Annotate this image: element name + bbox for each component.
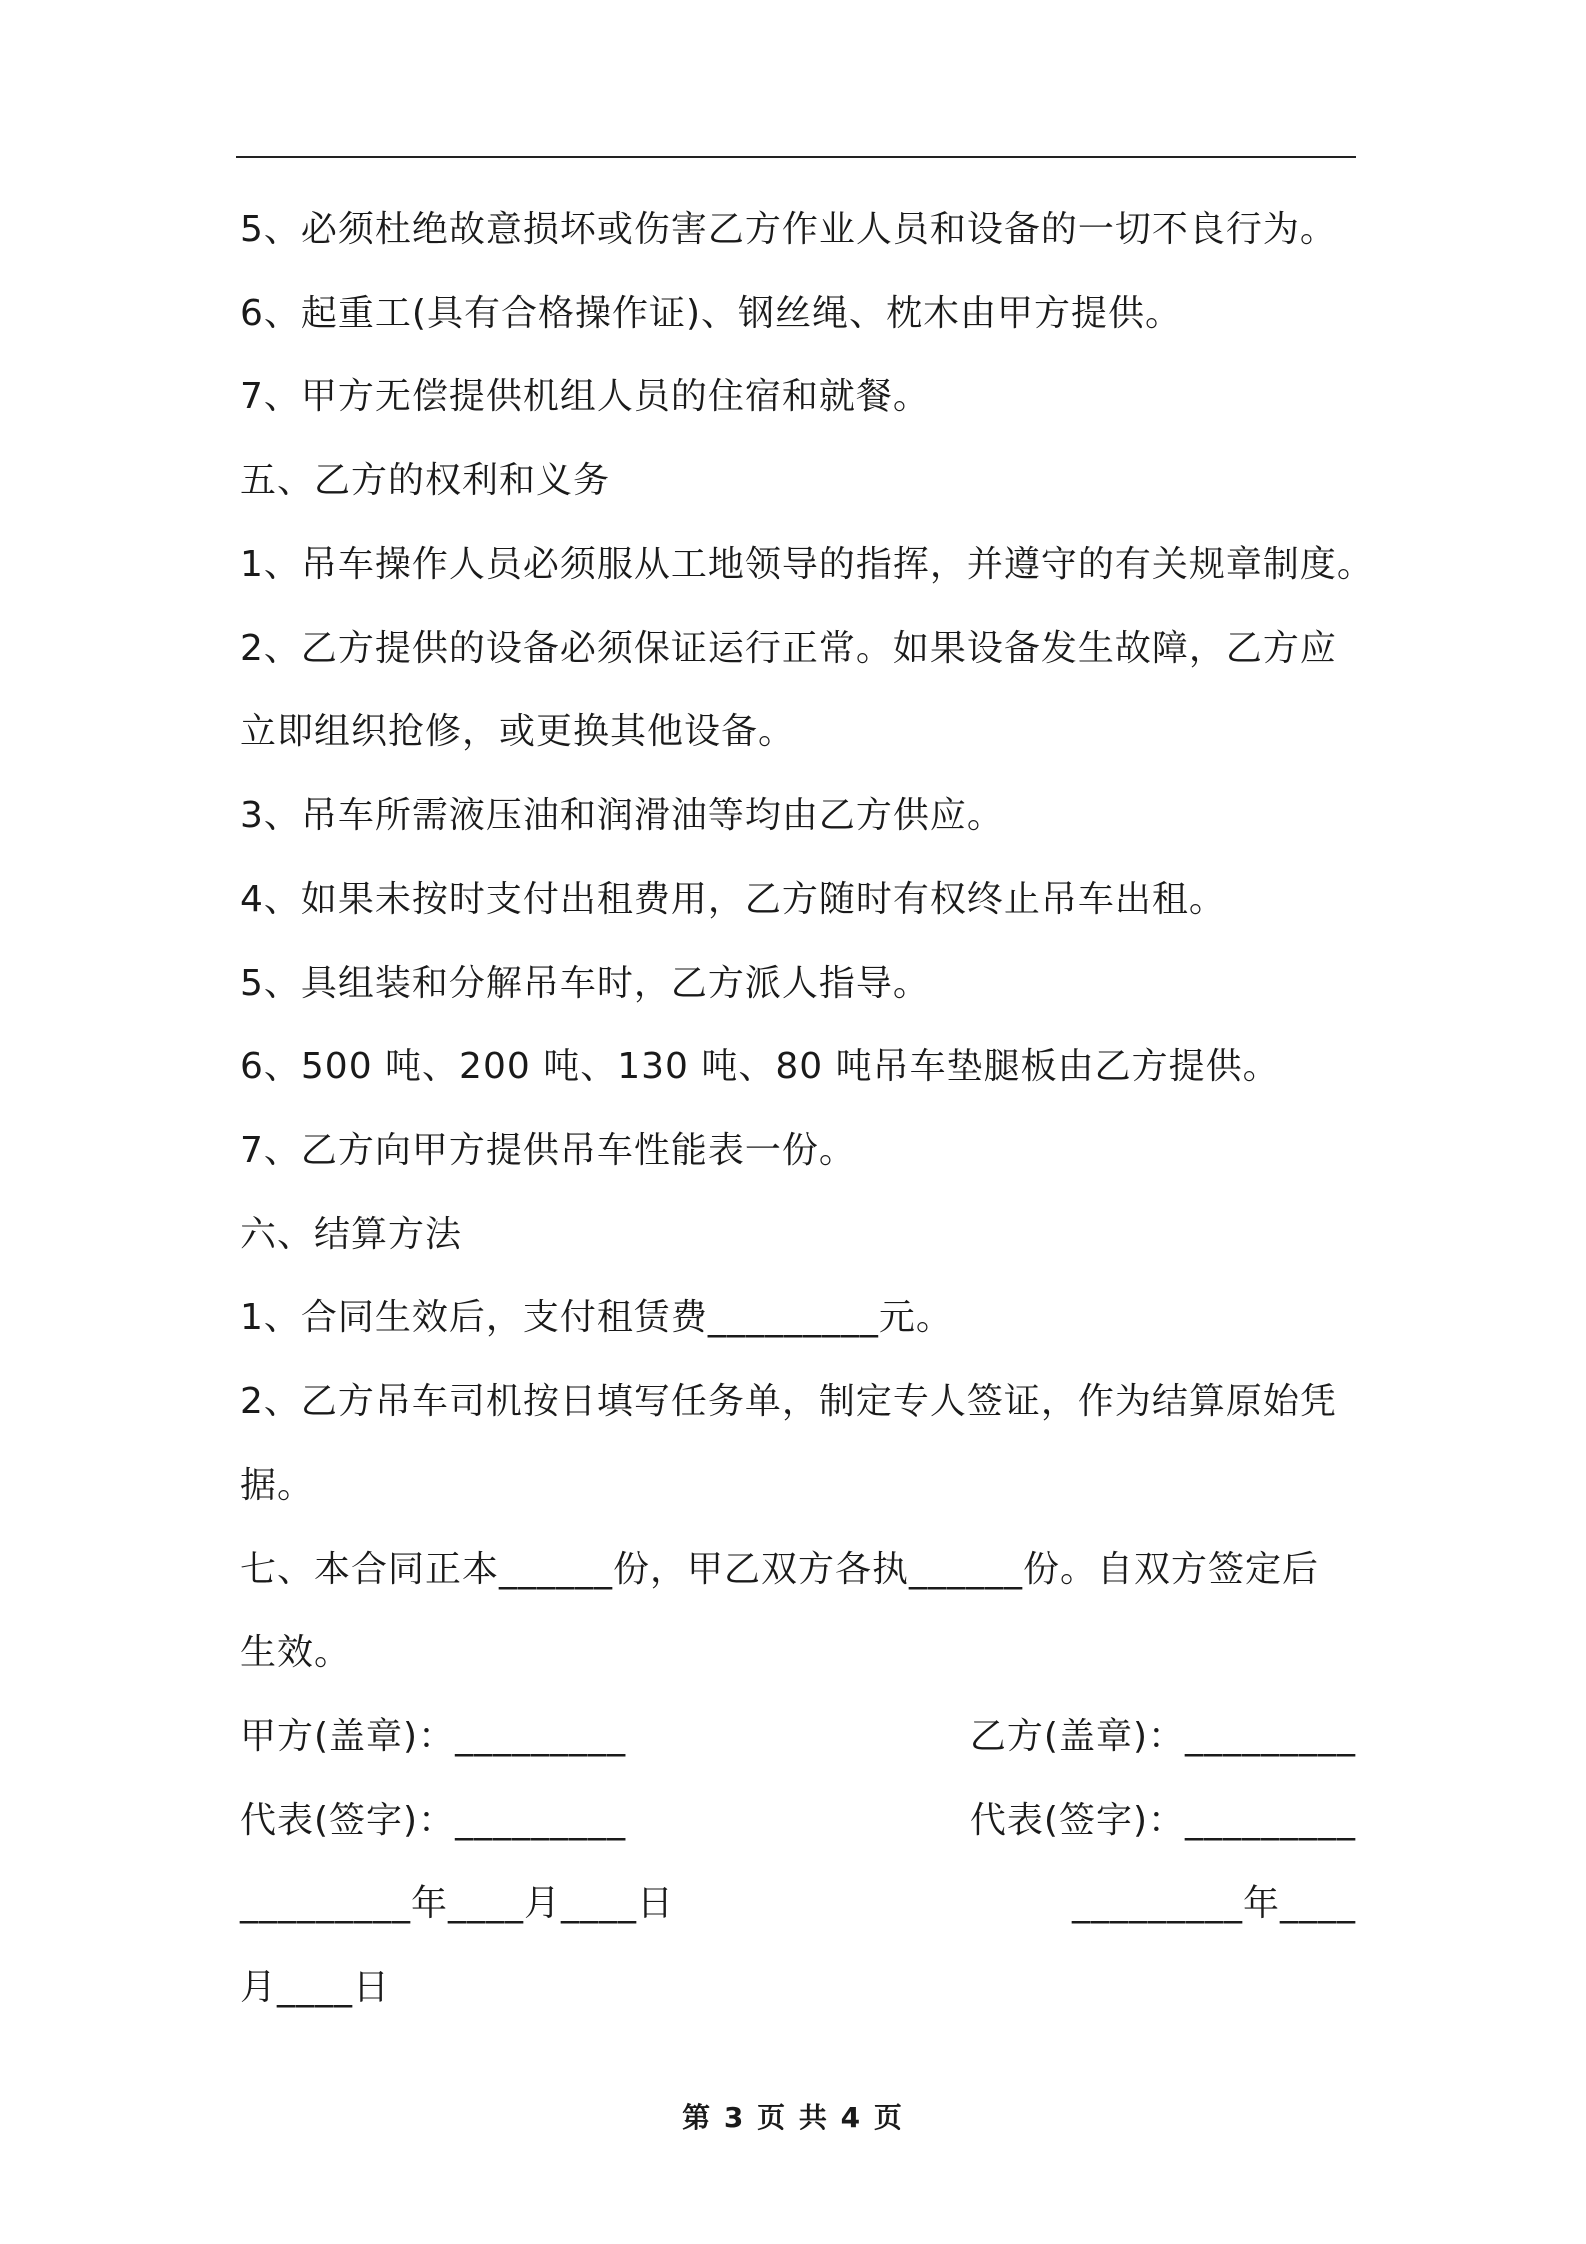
clause-b4: 4、如果未按时支付出租费用，乙方随时有权终止吊车出租。 [240,879,1226,920]
section-7-continued: 生效。 [240,1632,352,1673]
section-heading-7: 七、本合同正本______份，甲乙双方各执______份。自双方签定后 [240,1549,1320,1590]
clause-a7: 7、甲方无偿提供机组人员的住宿和就餐。 [240,376,930,417]
party-b-seal: 乙方(盖章)：_________ [969,1716,1356,1757]
party-a-representative: 代表(签字)：_________ [240,1800,627,1841]
clause-b3: 3、吊车所需液压油和润滑油等均由乙方供应。 [240,795,1004,836]
section-heading-5: 五、乙方的权利和义务 [240,460,611,501]
clause-a6: 6、起重工(具有合格操作证)、钢丝绳、枕木由甲方提供。 [240,293,1182,334]
party-b-representative: 代表(签字)：_________ [969,1800,1356,1841]
party-a-seal: 甲方(盖章)：_________ [240,1716,627,1757]
party-b-date: _________年____ [1072,1883,1356,1924]
clause-b1: 1、吊车操作人员必须服从工地领导的指挥，并遵守的有关规章制度。 [240,544,1374,585]
clause-b2: 2、乙方提供的设备必须保证运行正常。如果设备发生故障，乙方应 [240,628,1337,669]
clause-c2: 2、乙方吊车司机按日填写任务单，制定专人签证，作为结算原始凭 [240,1381,1337,1422]
party-a-date: _________年____月____日 [240,1883,674,1924]
clause-b5: 5、具组装和分解吊车时，乙方派人指导。 [240,963,930,1004]
page-number: 第 3 页 共 4 页 [682,2101,904,2134]
clause-c2-continued: 据。 [240,1465,315,1506]
header-rule [236,156,1356,158]
clause-a5: 5、必须杜绝故意损坏或伤害乙方作业人员和设备的一切不良行为。 [240,209,1337,250]
section-heading-6: 六、结算方法 [240,1214,463,1255]
clause-b2-continued: 立即组织抢修，或更换其他设备。 [240,711,796,752]
clause-b7: 7、乙方向甲方提供吊车性能表一份。 [240,1130,856,1171]
clause-c1: 1、合同生效后，支付租赁费_________元。 [240,1297,953,1338]
party-b-date-continued: 月____日 [240,1967,391,2008]
clause-b6: 6、500 吨、200 吨、130 吨、80 吨吊车垫腿板由乙方提供。 [240,1046,1280,1087]
